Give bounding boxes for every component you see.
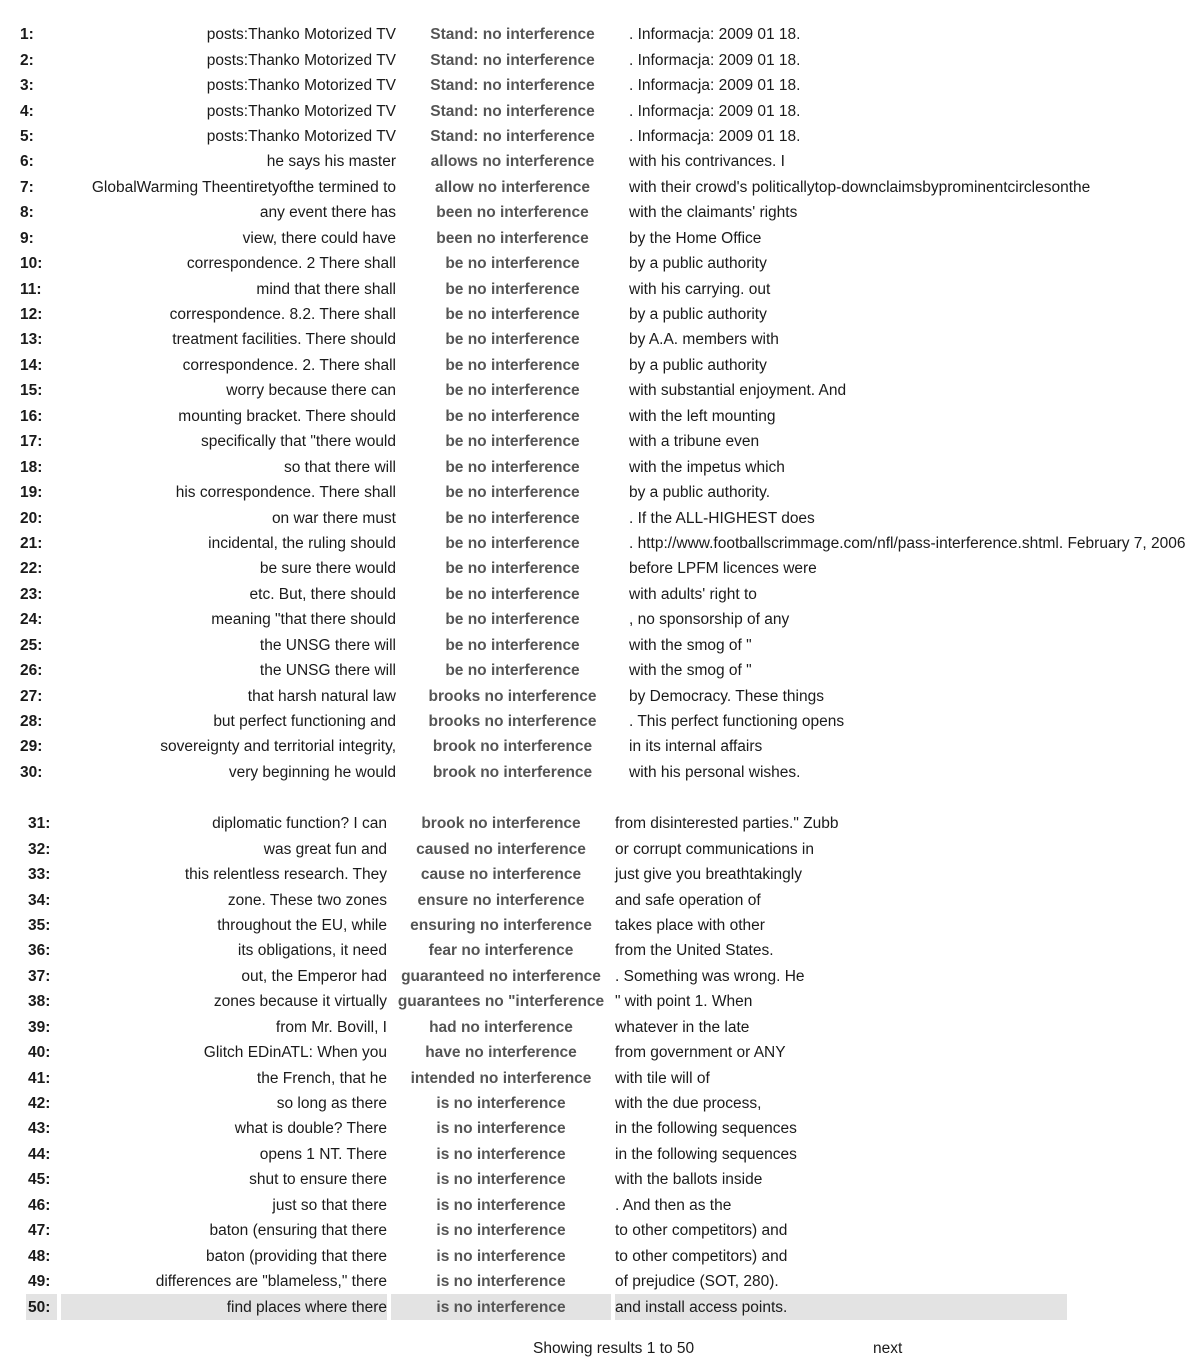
keyword-match: brook no interference bbox=[432, 738, 593, 756]
next-page-link[interactable]: next bbox=[873, 1340, 903, 1357]
concordance-row bbox=[18, 480, 1189, 505]
right-context: with tile will of bbox=[615, 1069, 710, 1087]
concordance-row bbox=[18, 22, 1189, 47]
row-number: 6: bbox=[20, 153, 34, 171]
left-context: differences are "blameless," there bbox=[155, 1273, 387, 1291]
left-context: mind that there shall bbox=[256, 280, 396, 298]
keyword-match: be no interference bbox=[445, 331, 580, 349]
right-context: , no sponsorship of any bbox=[629, 611, 790, 629]
concordance-row bbox=[18, 124, 1189, 149]
row-number: 22: bbox=[20, 560, 43, 578]
left-context: so that there will bbox=[284, 458, 396, 476]
right-context: with adults' right to bbox=[629, 585, 757, 603]
concordance-row bbox=[26, 1116, 1067, 1141]
concordance-row bbox=[18, 556, 1189, 581]
keyword-match: is no interference bbox=[436, 1273, 566, 1291]
keyword-match: caused no interference bbox=[416, 840, 586, 858]
row-number: 39: bbox=[28, 1018, 51, 1036]
right-context: . Informacja: 2009 01 18. bbox=[629, 51, 801, 69]
keyword-match: Stand: no interference bbox=[430, 77, 595, 95]
concordance-row bbox=[26, 1091, 1067, 1116]
left-context: its obligations, it need bbox=[237, 942, 387, 960]
concordance-rows bbox=[18, 22, 1189, 785]
row-number: 36: bbox=[28, 942, 51, 960]
right-context: with their crowd's politicallytop-downclaimsbyprominentcirclesonthe bbox=[629, 178, 1091, 196]
concordance-row bbox=[26, 1142, 1067, 1167]
right-context: with his carrying. out bbox=[629, 280, 771, 298]
keyword-match: be no interference bbox=[445, 636, 580, 654]
concordance-row bbox=[18, 47, 1189, 72]
keyword-match: be no interference bbox=[445, 255, 580, 273]
left-context: baton (ensuring that there bbox=[209, 1222, 387, 1240]
left-context: correspondence. 2. There shall bbox=[182, 356, 396, 374]
row-number: 24: bbox=[20, 611, 43, 629]
row-number: 40: bbox=[28, 1044, 51, 1062]
left-context: correspondence. 2 There shall bbox=[186, 255, 396, 273]
keyword-match: Stand: no interference bbox=[430, 26, 595, 44]
concordance-row bbox=[18, 175, 1189, 200]
row-number: 18: bbox=[20, 458, 43, 476]
left-context: baton (providing that there bbox=[206, 1247, 387, 1265]
concordance-rows bbox=[26, 811, 1067, 1320]
left-context: he says his master bbox=[266, 153, 396, 171]
keyword-match: ensure no interference bbox=[417, 891, 585, 909]
keyword-match: is no interference bbox=[436, 1120, 566, 1138]
row-number: 20: bbox=[20, 509, 43, 527]
concordance-row bbox=[18, 582, 1189, 607]
row-number: 46: bbox=[28, 1196, 51, 1214]
right-context: by a public authority bbox=[629, 356, 767, 374]
keyword-match: guarantees no "interference bbox=[397, 993, 605, 1011]
concordance-row bbox=[18, 531, 1189, 556]
row-number: 41: bbox=[28, 1069, 51, 1087]
row-number: 38: bbox=[28, 993, 51, 1011]
right-context: with the impetus which bbox=[629, 458, 785, 476]
left-context: mounting bracket. There should bbox=[178, 407, 396, 425]
keyword-match: fear no interference bbox=[428, 942, 574, 960]
right-context: with the due process, bbox=[615, 1095, 762, 1113]
right-context: . Informacja: 2009 01 18. bbox=[629, 26, 801, 44]
left-context: posts:Thanko Motorized TV bbox=[206, 77, 396, 95]
left-context: zones because it virtually bbox=[213, 993, 387, 1011]
concordance-row bbox=[26, 1065, 1067, 1090]
right-context: with his personal wishes. bbox=[629, 763, 801, 781]
row-number: 45: bbox=[28, 1171, 51, 1189]
right-context: just give you breathtakingly bbox=[615, 866, 802, 884]
left-context: opens 1 NT. There bbox=[259, 1145, 387, 1163]
keyword-match: be no interference bbox=[445, 356, 580, 374]
concordance-row bbox=[26, 938, 1067, 963]
row-number: 34: bbox=[28, 891, 51, 909]
right-context: with his contrivances. I bbox=[629, 153, 785, 171]
keyword-match: been no interference bbox=[436, 204, 589, 222]
right-context: . And then as the bbox=[615, 1196, 732, 1214]
right-context: . http://www.footballscrimmage.com/nfl/pass-interference.shtml. February 7, 2006 bbox=[629, 534, 1186, 552]
row-number: 26: bbox=[20, 662, 43, 680]
left-context: specifically that "there would bbox=[200, 433, 396, 451]
concordance-row bbox=[18, 734, 1189, 759]
concordance-row bbox=[18, 226, 1189, 251]
right-context: with substantial enjoyment. And bbox=[629, 382, 847, 400]
concordance-table-part2 bbox=[22, 811, 1071, 1320]
row-number: 7: bbox=[20, 178, 34, 196]
row-number: 9: bbox=[20, 229, 34, 247]
keyword-match: is no interference bbox=[436, 1247, 566, 1265]
right-context: and safe operation of bbox=[615, 891, 761, 909]
keyword-match: be no interference bbox=[445, 484, 580, 502]
left-context: GlobalWarming Theentiretyofthe termined to bbox=[91, 178, 396, 196]
left-context: posts:Thanko Motorized TV bbox=[206, 127, 396, 145]
keyword-match: been no interference bbox=[436, 229, 589, 247]
keyword-match: cause no interference bbox=[420, 866, 582, 884]
left-context: was great fun and bbox=[263, 840, 387, 858]
row-number: 3: bbox=[20, 77, 34, 95]
right-context: by A.A. members with bbox=[629, 331, 779, 349]
concordance-row bbox=[26, 1040, 1067, 1065]
row-number: 14: bbox=[20, 356, 43, 374]
keyword-match: be no interference bbox=[445, 585, 580, 603]
concordance-row bbox=[26, 836, 1067, 861]
right-context: . If the ALL-HIGHEST does bbox=[629, 509, 815, 527]
row-number: 28: bbox=[20, 713, 43, 731]
concordance-row bbox=[26, 989, 1067, 1014]
row-number: 4: bbox=[20, 102, 34, 120]
keyword-match: be no interference bbox=[445, 407, 580, 425]
left-context: his correspondence. There shall bbox=[175, 484, 396, 502]
right-context: by Democracy. These things bbox=[629, 687, 824, 705]
left-context: on war there must bbox=[271, 509, 396, 527]
right-context: before LPFM licences were bbox=[629, 560, 817, 578]
left-context: out, the Emperor had bbox=[241, 967, 387, 985]
row-number: 23: bbox=[20, 585, 43, 603]
right-context: or corrupt communications in bbox=[615, 840, 814, 858]
right-context: and install access points. bbox=[615, 1294, 1067, 1319]
concordance-table-part1 bbox=[14, 22, 1193, 785]
right-context: in the following sequences bbox=[615, 1145, 797, 1163]
left-context: treatment facilities. There should bbox=[172, 331, 396, 349]
keyword-match: be no interference bbox=[445, 280, 580, 298]
concordance-row bbox=[18, 658, 1189, 683]
left-context: find places where there bbox=[61, 1294, 387, 1319]
keyword-match: Stand: no interference bbox=[430, 102, 595, 120]
row-number: 49: bbox=[28, 1273, 51, 1291]
right-context: of prejudice (SOT, 280). bbox=[615, 1273, 779, 1291]
row-number: 11: bbox=[20, 280, 42, 298]
left-context: any event there has bbox=[259, 204, 396, 222]
keyword-match: is no interference bbox=[436, 1222, 566, 1240]
concordance-row bbox=[18, 683, 1189, 708]
concordance-row bbox=[26, 1294, 1067, 1319]
left-context: this relentless research. They bbox=[184, 866, 387, 884]
keyword-match: be no interference bbox=[445, 306, 580, 324]
right-context: with the claimants' rights bbox=[629, 204, 798, 222]
concordance-row bbox=[18, 709, 1189, 734]
row-number: 27: bbox=[20, 687, 43, 705]
concordance-row bbox=[18, 633, 1189, 658]
concordance-row bbox=[26, 1243, 1067, 1268]
concordance-row bbox=[18, 378, 1189, 403]
keyword-match: Stand: no interference bbox=[430, 127, 595, 145]
keyword-match: be no interference bbox=[445, 534, 580, 552]
right-context: . Informacja: 2009 01 18. bbox=[629, 77, 801, 95]
keyword-match: brook no interference bbox=[432, 763, 593, 781]
concordance-row bbox=[26, 964, 1067, 989]
concordance-row bbox=[18, 429, 1189, 454]
concordance-row bbox=[18, 327, 1189, 352]
keyword-match: brook no interference bbox=[421, 815, 581, 833]
concordance-row bbox=[18, 505, 1189, 530]
right-context: . Informacja: 2009 01 18. bbox=[629, 102, 801, 120]
left-context: diplomatic function? I can bbox=[212, 815, 387, 833]
right-context: by a public authority bbox=[629, 306, 767, 324]
keyword-match: be no interference bbox=[445, 611, 580, 629]
concordance-row bbox=[26, 887, 1067, 912]
concordance-row bbox=[18, 404, 1189, 429]
keyword-match: is no interference bbox=[436, 1095, 566, 1113]
concordance-row bbox=[26, 811, 1067, 836]
concordance-row bbox=[18, 276, 1189, 301]
left-context: incidental, the ruling should bbox=[208, 534, 396, 552]
right-context: . This perfect functioning opens bbox=[629, 713, 845, 731]
right-context: with the ballots inside bbox=[615, 1171, 763, 1189]
keyword-match: is no interference bbox=[391, 1294, 611, 1319]
left-context: very beginning he would bbox=[228, 763, 396, 781]
concordance-row bbox=[18, 98, 1189, 123]
left-context: posts:Thanko Motorized TV bbox=[206, 51, 396, 69]
left-context: sovereignty and territorial integrity, bbox=[160, 738, 396, 756]
row-number: 15: bbox=[20, 382, 43, 400]
left-context: just so that there bbox=[272, 1196, 387, 1214]
left-context: meaning "that there should bbox=[211, 611, 396, 629]
left-context: etc. But, there should bbox=[249, 585, 396, 603]
row-number: 5: bbox=[20, 127, 34, 145]
left-context: be sure there would bbox=[259, 560, 396, 578]
keyword-match: have no interference bbox=[425, 1044, 577, 1062]
right-context: whatever in the late bbox=[615, 1018, 750, 1036]
left-context: posts:Thanko Motorized TV bbox=[206, 102, 396, 120]
left-context: that harsh natural law bbox=[247, 687, 396, 705]
row-number: 21: bbox=[20, 534, 43, 552]
row-number: 2: bbox=[20, 51, 34, 69]
row-number: 48: bbox=[28, 1247, 51, 1265]
row-number: 44: bbox=[28, 1145, 51, 1163]
concordance-row bbox=[18, 73, 1189, 98]
row-number: 25: bbox=[20, 636, 43, 654]
left-context: from Mr. Bovill, I bbox=[275, 1018, 387, 1036]
left-context: but perfect functioning and bbox=[213, 713, 396, 731]
concordance-row bbox=[18, 251, 1189, 276]
concordance-row bbox=[18, 200, 1189, 225]
row-number: 33: bbox=[28, 866, 51, 884]
row-number: 35: bbox=[28, 916, 51, 934]
right-context: in its internal affairs bbox=[629, 738, 763, 756]
keyword-match: be no interference bbox=[445, 458, 580, 476]
left-context: correspondence. 8.2. There shall bbox=[169, 306, 396, 324]
concordance-row bbox=[26, 862, 1067, 887]
right-context: " with point 1. When bbox=[615, 993, 753, 1011]
concordance-row bbox=[18, 454, 1189, 479]
keyword-match: is no interference bbox=[436, 1145, 566, 1163]
right-context: by a public authority bbox=[629, 255, 767, 273]
row-number: 32: bbox=[28, 840, 51, 858]
row-number: 29: bbox=[20, 738, 43, 756]
row-number: 50: bbox=[26, 1294, 57, 1319]
row-number: 17: bbox=[20, 433, 43, 451]
keyword-match: Stand: no interference bbox=[430, 51, 595, 69]
row-number: 8: bbox=[20, 204, 34, 222]
row-number: 19: bbox=[20, 484, 43, 502]
row-number: 31: bbox=[28, 815, 51, 833]
concordance-row bbox=[26, 913, 1067, 938]
right-context: to other competitors) and bbox=[615, 1247, 788, 1265]
right-context: from government or ANY bbox=[615, 1044, 786, 1062]
keyword-match: ensuring no interference bbox=[410, 916, 592, 934]
left-context: the UNSG there will bbox=[259, 662, 396, 680]
row-number: 37: bbox=[28, 967, 51, 985]
row-number: 1: bbox=[20, 26, 34, 44]
right-context: in the following sequences bbox=[615, 1120, 797, 1138]
right-context: with the smog of " bbox=[629, 636, 752, 654]
keyword-match: had no interference bbox=[429, 1018, 573, 1036]
concordance-row bbox=[18, 607, 1189, 632]
left-context: zone. These two zones bbox=[227, 891, 387, 909]
row-number: 30: bbox=[20, 763, 43, 781]
keyword-match: be no interference bbox=[445, 382, 580, 400]
left-context: posts:Thanko Motorized TV bbox=[206, 26, 396, 44]
right-context: from disinterested parties." Zubb bbox=[615, 815, 839, 833]
left-context: what is double? There bbox=[234, 1120, 387, 1138]
left-context: view, there could have bbox=[242, 229, 396, 247]
right-context: by the Home Office bbox=[629, 229, 762, 247]
left-context: throughout the EU, while bbox=[217, 916, 387, 934]
row-number: 47: bbox=[28, 1222, 51, 1240]
concordance-row bbox=[26, 1269, 1067, 1294]
concordance-row bbox=[18, 149, 1189, 174]
left-context: so long as there bbox=[276, 1095, 387, 1113]
row-number: 10: bbox=[20, 255, 43, 273]
keyword-match: be no interference bbox=[445, 433, 580, 451]
keyword-match: allows no interference bbox=[430, 153, 595, 171]
right-context: from the United States. bbox=[615, 942, 774, 960]
keyword-match: brooks no interference bbox=[428, 713, 597, 731]
concordance-row bbox=[18, 302, 1189, 327]
right-context: takes place with other bbox=[615, 916, 765, 934]
concordance-row bbox=[18, 760, 1189, 785]
keyword-match: allow no interference bbox=[434, 178, 591, 196]
row-number: 16: bbox=[20, 407, 43, 425]
keyword-match: be no interference bbox=[445, 662, 580, 680]
keyword-match: brooks no interference bbox=[428, 687, 597, 705]
right-context: with the smog of " bbox=[629, 662, 752, 680]
keyword-match: guaranteed no interference bbox=[401, 967, 601, 985]
right-context: . Something was wrong. He bbox=[615, 967, 805, 985]
left-context: the French, that he bbox=[256, 1069, 387, 1087]
right-context: with the left mounting bbox=[629, 407, 776, 425]
right-context: by a public authority. bbox=[629, 484, 771, 502]
concordance-row bbox=[26, 1218, 1067, 1243]
row-number: 42: bbox=[28, 1095, 51, 1113]
keyword-match: is no interference bbox=[436, 1171, 566, 1189]
row-number: 43: bbox=[28, 1120, 51, 1138]
left-context: shut to ensure there bbox=[249, 1171, 387, 1189]
row-number: 12: bbox=[20, 306, 43, 324]
keyword-match: be no interference bbox=[445, 560, 580, 578]
left-context: worry because there can bbox=[226, 382, 396, 400]
pagination-bar bbox=[0, 1338, 1200, 1360]
left-context: the UNSG there will bbox=[259, 636, 396, 654]
keyword-match: be no interference bbox=[445, 509, 580, 527]
concordance-row bbox=[26, 1167, 1067, 1192]
right-context: . Informacja: 2009 01 18. bbox=[629, 127, 801, 145]
concordance-row bbox=[26, 1193, 1067, 1218]
right-context: with a tribune even bbox=[629, 433, 760, 451]
row-number: 13: bbox=[20, 331, 43, 349]
results-status: Showing results 1 to 50 bbox=[533, 1340, 695, 1357]
keyword-match: intended no interference bbox=[410, 1069, 592, 1087]
concordance-row bbox=[18, 353, 1189, 378]
left-context: Glitch EDinATL: When you bbox=[203, 1044, 387, 1062]
keyword-match: is no interference bbox=[436, 1196, 566, 1214]
concordance-row bbox=[26, 1015, 1067, 1040]
right-context: to other competitors) and bbox=[615, 1222, 788, 1240]
